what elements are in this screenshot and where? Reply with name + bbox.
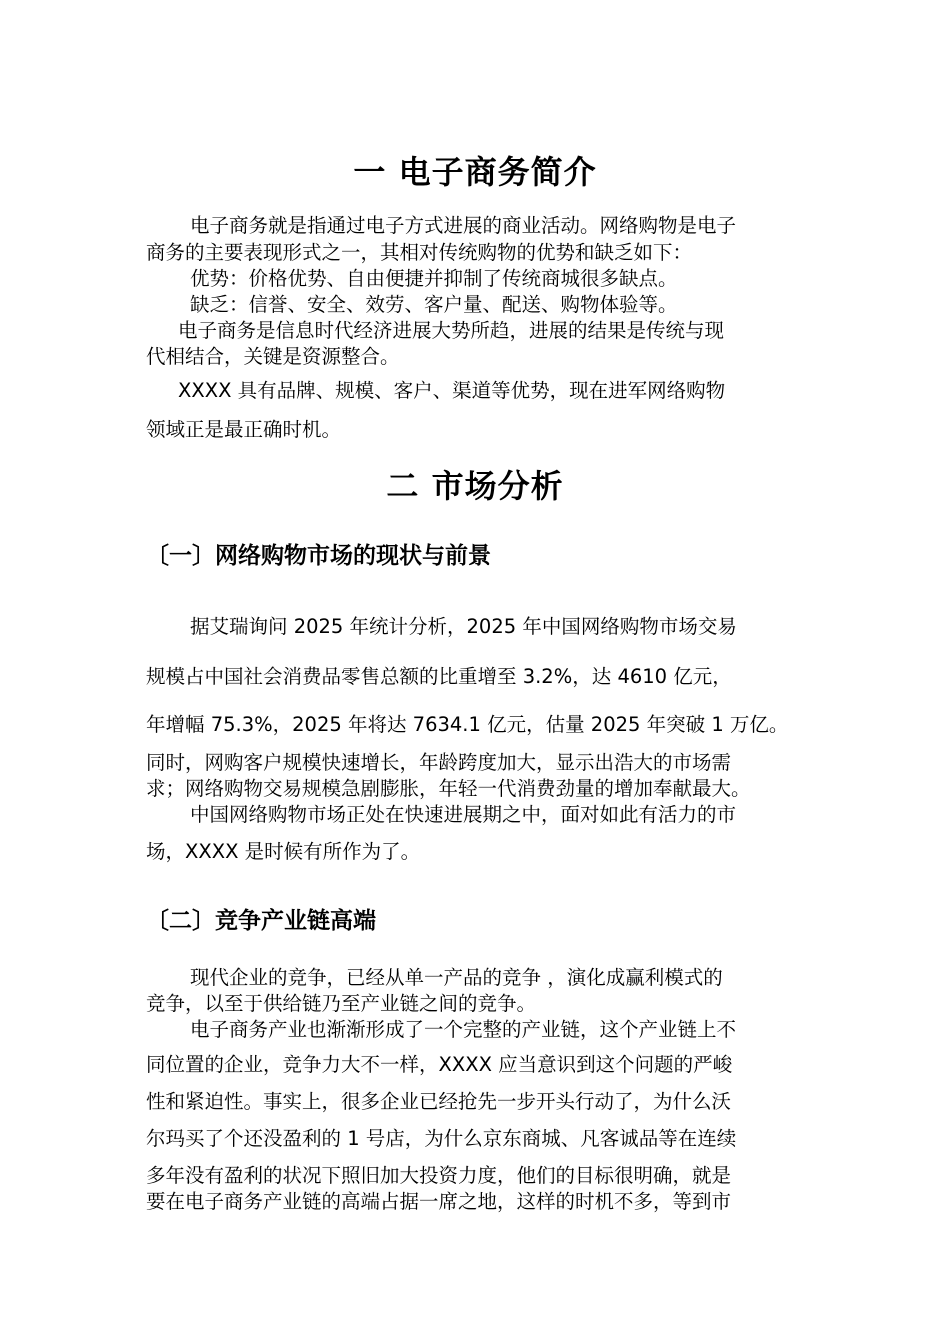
- paragraph-line: 领域正是最正确时机。: [146, 418, 342, 441]
- paragraph-line: 优势：价格优势、自由便捷并抑制了传统商城很多缺点。: [190, 267, 678, 290]
- paragraph-line: 性和紧迫性。事实上，很多企业已经抢先一步开头行动了，为什么沃: [146, 1090, 732, 1113]
- paragraph-line: 年增幅 75.3%，2025 年将达 7634.1 亿元，估量 2025 年突破 1 万亿。: [146, 713, 789, 736]
- paragraph-line: 电子商务是信息时代经济进展大势所趋，进展的结果是传统与现: [178, 319, 725, 342]
- paragraph-line: 商务的主要表现形式之一，其相对传统购物的优势和缺乏如下：: [146, 241, 693, 264]
- paragraph-line: 缺乏：信誉、安全、效劳、客户量、配送、购物体验等。: [190, 293, 678, 316]
- section-title-market-analysis: 二 市场分析: [386, 467, 564, 505]
- paragraph-line: 代相结合，关键是资源整合。: [146, 345, 400, 368]
- subsection-heading-online-shopping: 〔一〕网络购物市场的现状与前景: [146, 543, 491, 569]
- paragraph-line: 竞争，以至于供给链乃至产业链之间的竞争。: [146, 992, 537, 1015]
- paragraph-line: 电子商务就是指通过电子方式进展的商业活动。网络购物是电子: [190, 214, 737, 237]
- paragraph-line: 电子商务产业也渐渐形成了一个完整的产业链，这个产业链上不: [190, 1018, 737, 1041]
- paragraph-line: 同时，网购客户规模快速增长，年龄跨度加大，显示出浩大的市场需: [146, 751, 732, 774]
- paragraph-line: 多年没有盈利的状况下照旧加大投资力度，他们的目标很明确，就是: [146, 1164, 732, 1187]
- paragraph-line: 据艾瑞询问 2025 年统计分析，2025 年中国网络购物市场交易: [190, 615, 737, 638]
- paragraph-line: 尔玛买了个还没盈利的 1 号店，为什么京东商城、凡客诚品等在连续: [146, 1127, 737, 1150]
- paragraph-line: XXXX 具有品牌、规模、客户、渠道等优势，现在进军网络购物: [178, 379, 726, 402]
- paragraph-line: 同位置的企业，竞争力大不一样，XXXX 应当意识到这个问题的严峻: [146, 1053, 733, 1076]
- paragraph-line: 规模占中国社会消费品零售总额的比重增至 3.2%，达 4610 亿元，: [146, 665, 732, 688]
- paragraph-line: 现代企业的竞争，已经从单一产品的竞争 ，演化成赢利模式的: [190, 966, 723, 989]
- subsection-heading-industry-chain: 〔二〕竞争产业链高端: [146, 908, 376, 934]
- paragraph-line: 求；网络购物交易规模急剧膨胀，年轻一代消费劲量的增加奉献最大。: [146, 777, 751, 800]
- section-title-e-commerce-intro: 一 电子商务简介: [353, 153, 597, 191]
- paragraph-line: 要在电子商务产业链的高端占据一席之地，这样的时机不多，等到市: [146, 1190, 732, 1213]
- paragraph-line: 场，XXXX 是时候有所作为了。: [146, 840, 421, 863]
- paragraph-line: 中国网络购物市场正处在快速进展期之中，面对如此有活力的市: [190, 803, 737, 826]
